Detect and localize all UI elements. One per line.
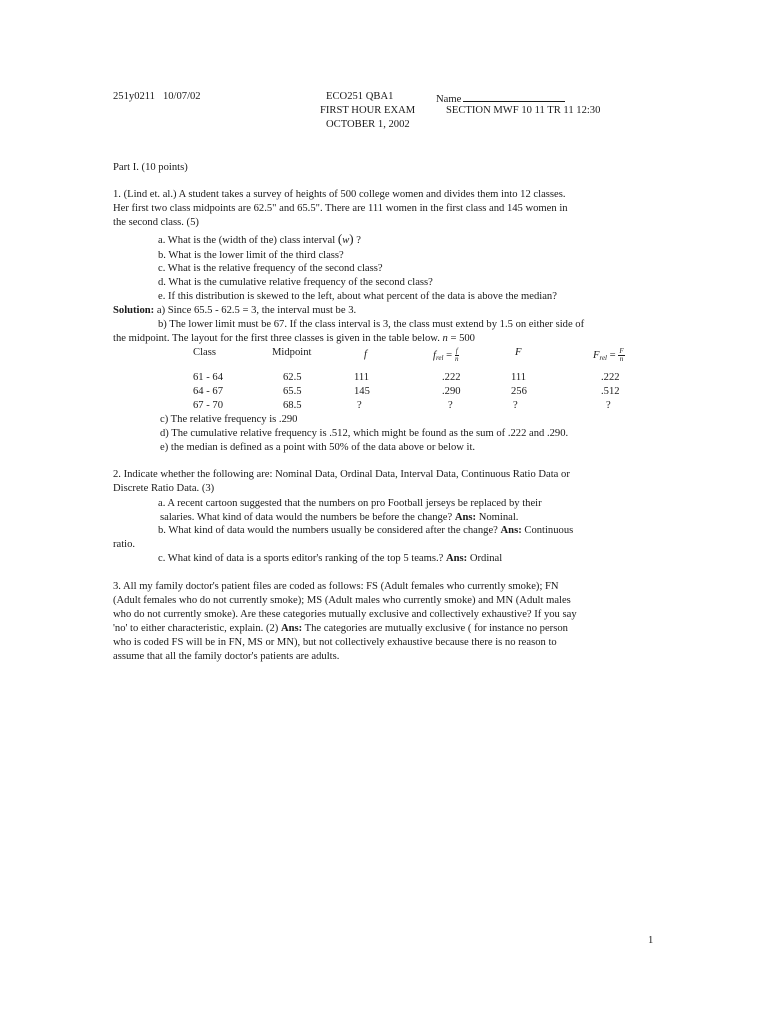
section-info: SECTION MWF 10 11 TR 11 12:30 — [446, 105, 601, 116]
course-title: ECO251 QBA1 — [326, 91, 394, 102]
q1-part-b: b. What is the lower limit of the third class? — [158, 250, 344, 261]
table-cell: 68.5 — [283, 400, 302, 411]
q2-part-a1: a. A recent cartoon suggested that the numbers on pro Football jerseys be replaced by their — [158, 498, 542, 509]
table-cell: 111 — [511, 372, 527, 383]
table-cell: .222 — [601, 372, 620, 383]
table-cell: 67 - 70 — [193, 400, 224, 411]
table-cell: .222 — [442, 372, 461, 383]
q3-line1: 3. All my family doctor's patient files are coded as follows: FS (Adult females who currently smoke); FN — [113, 581, 559, 592]
q1-part-d: d. What is the cumulative relative frequency of the second class? — [158, 277, 433, 288]
q1-part-e: e. If this distribution is skewed to the left, about what percent of the data is above the median? — [158, 291, 557, 302]
q1-solution-b2: the midpoint. The layout for the first three classes is given in the table below. n = 500 — [113, 333, 475, 344]
exam-date: OCTOBER 1, 2002 — [326, 119, 410, 130]
q1-part-a: a. What is the (width of the) class interval (w) ? — [158, 231, 361, 246]
table-cell: ? — [606, 400, 611, 411]
q3-line4: 'no' to either characteristic, explain. (2) Ans: The categories are mutually exclusive ( for instance no person — [113, 623, 568, 634]
q2-line2: Discrete Ratio Data. (3) — [113, 483, 215, 494]
q1-part-c: c. What is the relative frequency of the second class? — [158, 263, 383, 274]
table-header-midpoint: Midpoint — [272, 347, 312, 358]
q2-part-c: c. What kind of data is a sports editor's ranking of the top 5 teams.? Ans: Ordinal — [158, 553, 503, 564]
table-header-class: Class — [193, 347, 216, 358]
q3-line2: (Adult females who do not currently smoke); MS (Adult males who currently smoke) and MN (Adult males — [113, 595, 571, 606]
q1-solution-b1: b) The lower limit must be 67. If the class interval is 3, the class must extend by 1.5 on either side of — [158, 319, 585, 330]
table-cell: .512 — [601, 386, 620, 397]
name-field: Name — [436, 91, 565, 105]
table-cell: 65.5 — [283, 386, 302, 397]
table-cell: ? — [448, 400, 453, 411]
q1-line3: the second class. (5) — [113, 217, 199, 228]
table-cell: ? — [513, 400, 518, 411]
q3-line5: who is coded FS will be in FN, MS or MN), but not collectively exhaustive because there is no reason to — [113, 637, 557, 648]
q1-line2: Her first two class midpoints are 62.5" and 65.5". There are 111 women in the first class and 145 women in — [113, 203, 568, 214]
q1-line1: 1. (Lind et. al.) A student takes a survey of heights of 500 college women and divides them into 12 classes. — [113, 189, 566, 200]
doc-code: 251y0211 10/07/02 — [113, 91, 201, 102]
table-cell: ? — [357, 400, 362, 411]
table-cell: .290 — [442, 386, 461, 397]
table-cell: 145 — [354, 386, 370, 397]
part-heading: Part I. (10 points) — [113, 162, 188, 173]
table-cell: 62.5 — [283, 372, 302, 383]
q1-solution-c: c) The relative frequency is .290 — [160, 414, 298, 425]
table-header-F: F — [515, 347, 522, 358]
q2-part-a2: salaries. What kind of data would the numbers be before the change? Ans: Nominal. — [160, 512, 519, 523]
q3-line3: who do not currently smoke). Are these categories mutually exclusive and collectively exhaustive? If you say — [113, 609, 577, 620]
table-cell: 111 — [354, 372, 370, 383]
q1-solution-d: d) The cumulative relative frequency is .512, which might be found as the sum of .222 and .290. — [160, 428, 569, 439]
page-number: 1 — [648, 935, 654, 946]
q2-part-b2: ratio. — [113, 539, 136, 550]
table-cell: 256 — [511, 386, 527, 397]
q2-part-b1: b. What kind of data would the numbers usually be considered after the change? Ans: Continuous — [158, 525, 574, 536]
q2-line1: 2. Indicate whether the following are: Nominal Data, Ordinal Data, Interval Data, Continuous Ratio Data or — [113, 469, 570, 480]
q1-solution-a: Solution: a) Since 65.5 - 62.5 = 3, the interval must be 3. — [113, 305, 357, 316]
table-header-Frel: Frel = $\frac{F}{n}$ — [593, 347, 624, 363]
table-cell: 61 - 64 — [193, 372, 224, 383]
table-header-frel: frel = $\frac{f}{n}$ — [433, 347, 459, 363]
table-cell: 64 - 67 — [193, 386, 224, 397]
q1-solution-e: e) the median is defined as a point with 50% of the data above or below it. — [160, 442, 476, 453]
table-header-f: f — [364, 349, 367, 360]
q3-line6: assume that all the family doctor's patients are adults. — [113, 651, 340, 662]
exam-title: FIRST HOUR EXAM — [320, 105, 416, 116]
